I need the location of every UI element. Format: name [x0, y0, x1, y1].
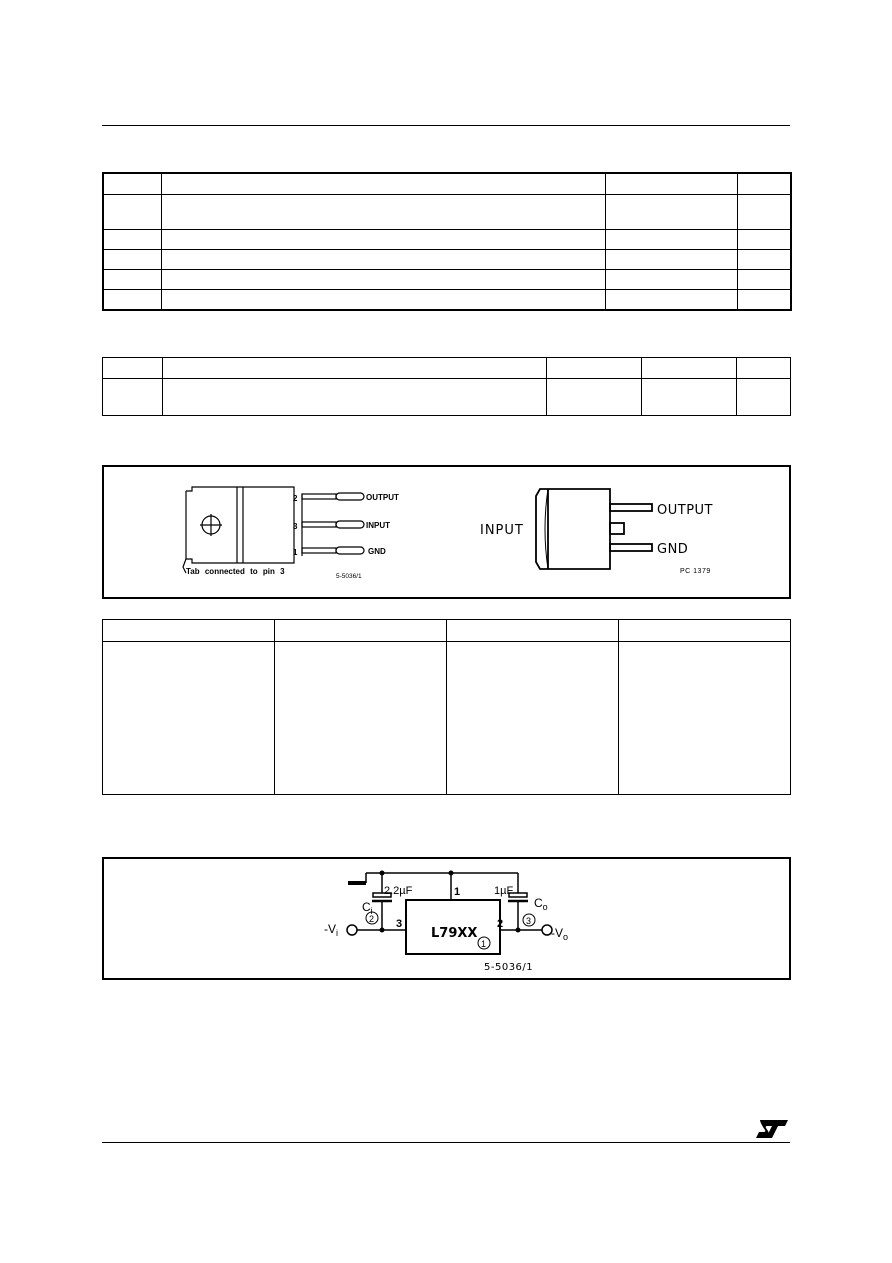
table-row	[103, 642, 791, 795]
table-row	[103, 269, 791, 289]
table-row	[103, 620, 791, 642]
pin-number: 1	[293, 548, 298, 557]
ordering-table	[102, 619, 791, 795]
circuit-code: 5-5036/1	[484, 962, 534, 973]
table-row	[103, 289, 791, 310]
dpak-gnd-label: GND	[657, 542, 689, 557]
pin-label-out: 2	[497, 918, 504, 930]
marker-cout: 3	[526, 916, 532, 926]
connection-diagram-box	[102, 465, 791, 599]
pin-label-output: OUTPUT	[366, 493, 399, 502]
to220-leads	[302, 493, 364, 556]
footer-rule	[102, 1142, 790, 1143]
table-row	[103, 229, 791, 249]
pin-number: 3	[293, 522, 298, 531]
tab-note: Tab connected to pin 3	[186, 567, 285, 576]
dpak-input-label: INPUT	[480, 523, 524, 538]
figure-code-right: PC 1379	[680, 568, 711, 575]
vin-label: $-V_i$	[324, 922, 338, 938]
vout-label: $-V_o$	[551, 926, 569, 942]
table-row	[103, 173, 791, 194]
header-rule	[102, 125, 790, 126]
pin-number: 2	[293, 494, 298, 503]
c-in-label: $C_i$	[362, 900, 373, 916]
table-row	[103, 249, 791, 269]
table-row	[103, 358, 791, 379]
dpak-package	[536, 489, 652, 569]
connection-diagram	[104, 467, 793, 601]
marker-cin: 2	[369, 914, 375, 924]
pin-label-input: INPUT	[366, 521, 390, 530]
table-row	[103, 379, 791, 416]
application-circuit-box	[102, 857, 791, 980]
thermal-table	[102, 357, 791, 416]
pin-label-gnd: GND	[368, 547, 386, 556]
to220-package	[183, 487, 294, 573]
chip-label: L79XX	[431, 926, 478, 941]
application-circuit	[104, 859, 793, 982]
ratings-table	[102, 172, 792, 311]
c-out-value: 1µF	[494, 885, 514, 897]
table-row	[103, 194, 791, 229]
pin-label-gnd: 1	[454, 886, 461, 898]
c-in-value: 2.2µF	[384, 885, 413, 897]
st-logo-icon	[754, 1118, 790, 1140]
figure-code-left: 5-5036/1	[336, 573, 362, 580]
dpak-output-label: OUTPUT	[657, 503, 713, 518]
marker-chip: 1	[481, 939, 487, 949]
pin-label-in: 3	[396, 918, 403, 930]
c-out-label: $C_o$	[534, 896, 548, 912]
circuit-wires	[347, 873, 552, 954]
